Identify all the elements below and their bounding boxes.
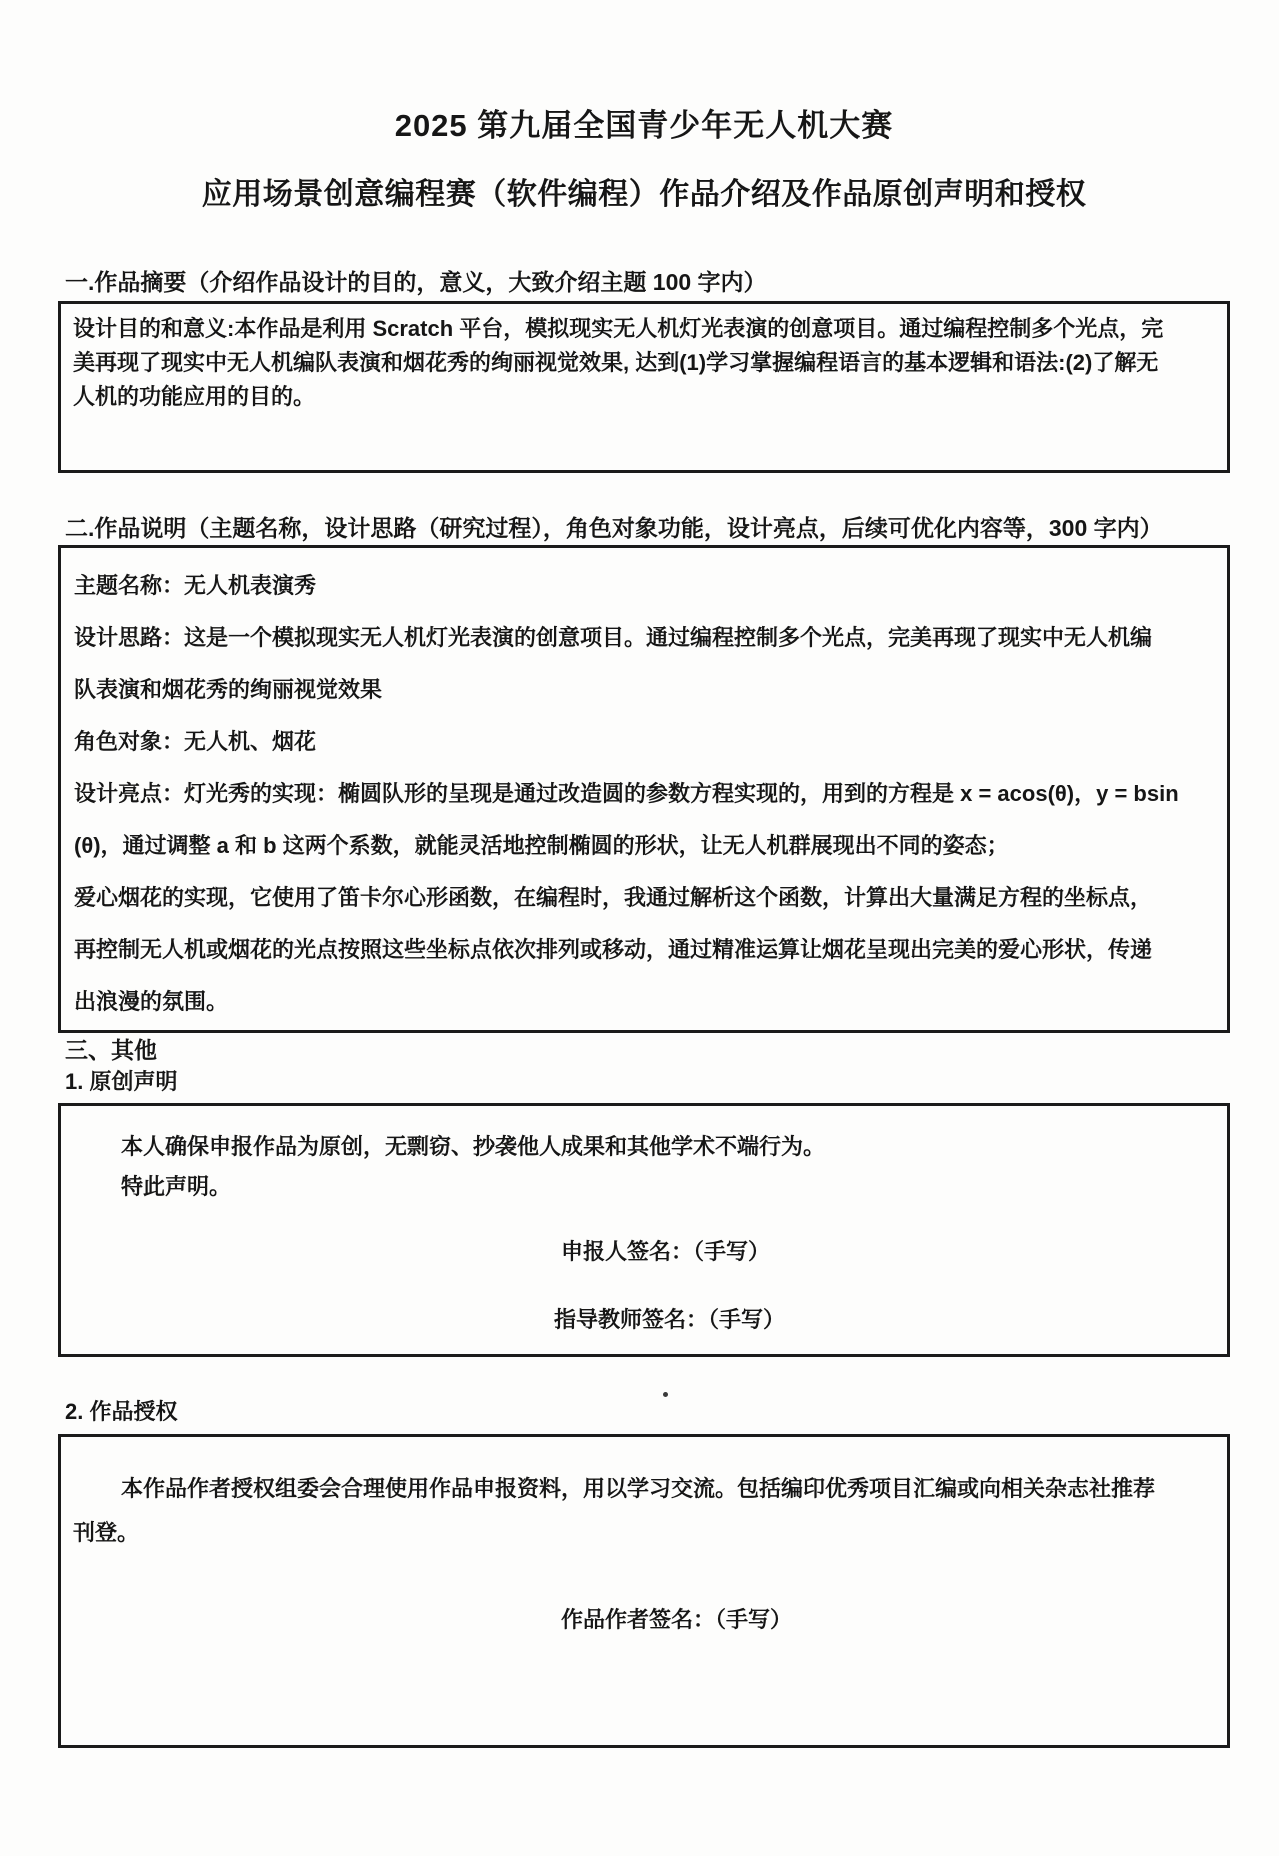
authorization-subheading: 2. 作品授权 xyxy=(65,1399,178,1424)
abstract-line: 美再现了现实中无人机编队表演和烟花秀的绚丽视觉效果, 达到(1)学习掌握编程语言的基本逻辑和语法:(2)了解无 xyxy=(73,350,1159,375)
document-subtitle: 应用场景创意编程赛（软件编程）作品介绍及作品原创声明和授权 xyxy=(201,178,1087,211)
description-line: 再控制无人机或烟花的光点按照这些坐标点依次排列或移动，通过精准运算让烟花呈现出完美的爱心形状，传递 xyxy=(74,937,1153,962)
description-box xyxy=(58,545,1230,1033)
description-line: 角色对象：无人机、烟花 xyxy=(74,729,317,754)
scan-speck xyxy=(663,1392,668,1397)
abstract-line: 设计目的和意义:本作品是利用 Scratch 平台，模拟现实无人机灯光表演的创意项目。通过编程控制多个光点，完 xyxy=(73,316,1164,341)
description-line: 主题名称：无人机表演秀 xyxy=(74,573,317,598)
description-line: 出浪漫的氛围。 xyxy=(74,989,229,1014)
abstract-line: 人机的功能应用的目的。 xyxy=(73,384,316,409)
author-signature-label: 作品作者签名：（手写） xyxy=(561,1607,793,1632)
description-line: 设计思路：这是一个模拟现实无人机灯光表演的创意项目。通过编程控制多个光点，完美再现了现实中无人机编 xyxy=(74,625,1153,650)
abstract-section-heading: 一.作品摘要（介绍作品设计的目的，意义，大致介绍主题 100 字内） xyxy=(65,269,767,295)
description-line: 爱心烟花的实现，它使用了笛卡尔心形函数，在编程时，我通过解析这个函数，计算出大量满足方程的坐标点， xyxy=(74,885,1153,910)
teacher-signature-label: 指导教师签名：（手写） xyxy=(554,1307,786,1332)
document-title: 2025 第九届全国青少年无人机大赛 xyxy=(394,108,894,143)
applicant-signature-label: 申报人签名：（手写） xyxy=(561,1239,771,1264)
declaration-line: 特此声明。 xyxy=(121,1174,232,1199)
abstract-box xyxy=(58,301,1230,473)
authorization-line: 本作品作者授权组委会合理使用作品申报资料，用以学习交流。包括编印优秀项目汇编或向相关杂志社推荐 xyxy=(121,1476,1156,1501)
declaration-subheading: 1. 原创声明 xyxy=(65,1069,178,1094)
description-section-heading: 二.作品说明（主题名称，设计思路（研究过程），角色对象功能，设计亮点，后续可优化内容等，300 字内） xyxy=(65,515,1163,541)
other-section-heading: 三、其他 xyxy=(65,1037,157,1063)
authorization-box xyxy=(58,1434,1230,1748)
authorization-line: 刊登。 xyxy=(73,1520,140,1545)
declaration-box xyxy=(58,1103,1230,1357)
declaration-line: 本人确保申报作品为原创，无剽窃、抄袭他人成果和其他学术不端行为。 xyxy=(121,1134,826,1159)
description-line: 设计亮点：灯光秀的实现：椭圆队形的呈现是通过改造圆的参数方程实现的，用到的方程是 x = acos(θ)，y = bsin xyxy=(74,781,1179,806)
description-line: 队表演和烟花秀的绚丽视觉效果 xyxy=(74,677,383,702)
description-line: (θ)，通过调整 a 和 b 这两个系数，就能灵活地控制椭圆的形状，让无人机群展现出不同的姿态； xyxy=(74,833,1009,858)
